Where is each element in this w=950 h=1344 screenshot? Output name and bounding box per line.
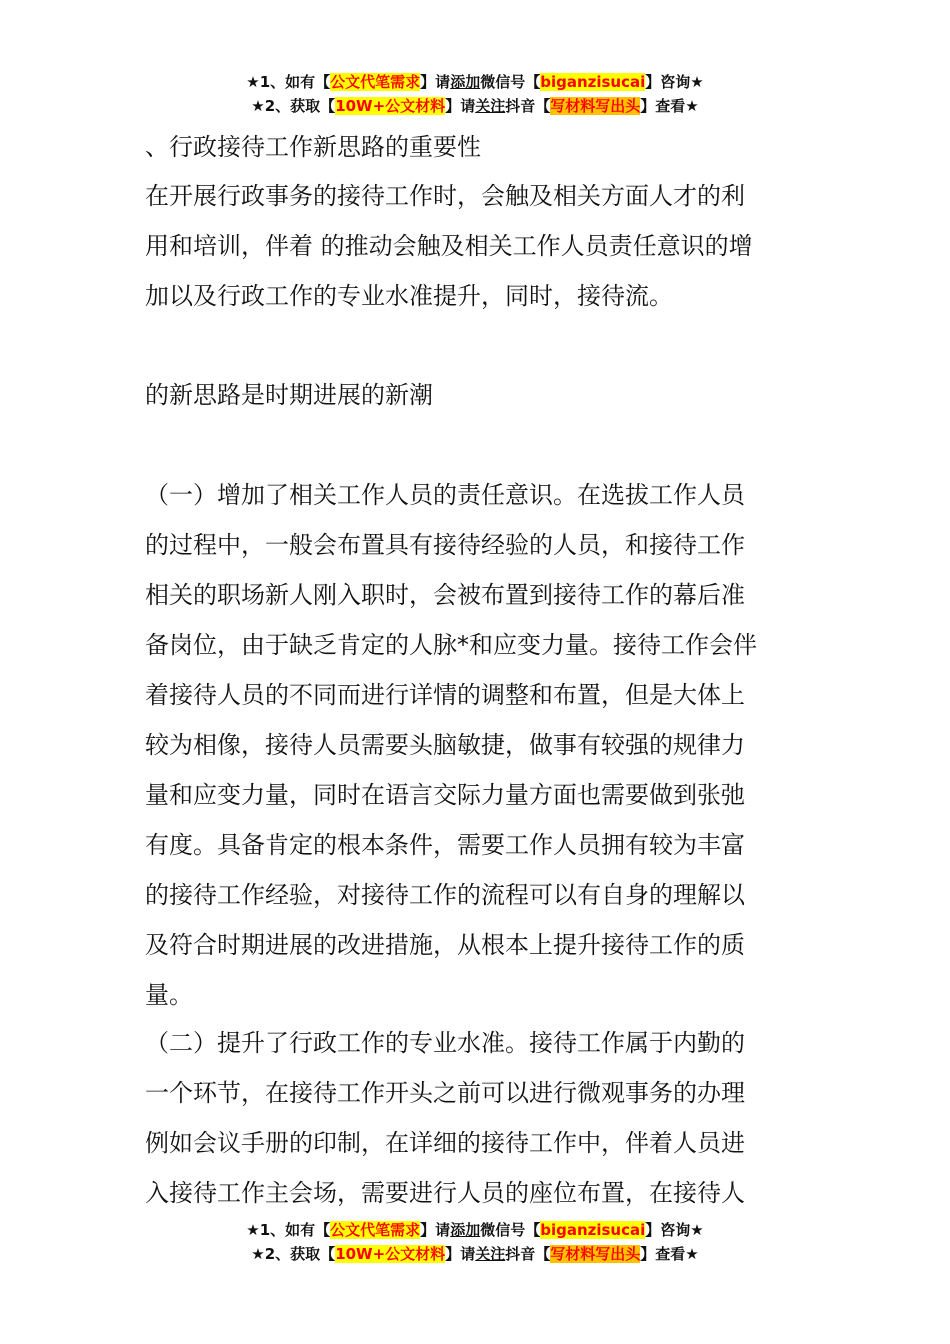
paragraph-2	[145, 370, 810, 420]
banner-text: 】请	[420, 73, 451, 91]
banner-text: 】咨询★	[645, 73, 704, 91]
banner-emphasis: 关注	[475, 1245, 506, 1263]
text-line: 的接待工作经验，对接待工作的流程可以有自身的理解以	[145, 881, 745, 909]
paragraph-3	[145, 470, 810, 1020]
heading-text: 、行政接待工作新思路的重要性	[145, 133, 481, 161]
footer-banner	[0, 1218, 950, 1266]
banner-emphasis: 添加	[450, 73, 481, 91]
banner-text: ★1、如有【	[246, 73, 331, 91]
banner-text: 】查看★	[640, 1245, 699, 1263]
banner-emphasis: 关注	[475, 97, 506, 115]
paragraph-1	[145, 171, 810, 321]
text-line: 较为相像，接待人员需要头脑敏捷，做事有较强的规律力	[145, 731, 745, 759]
banner-emphasis: 添加	[450, 1221, 481, 1239]
text-line: 例如会议手册的印制，在详细的接待工作中，伴着人员进	[145, 1129, 745, 1157]
text-line: 的新思路是时期进展的新潮	[145, 381, 433, 409]
banner-douyin-name: 写材料写出头	[550, 97, 641, 115]
banner-wechat-id: biganzisucai	[540, 73, 646, 91]
banner-highlight: 10W+公文材料	[335, 97, 446, 115]
banner-text: 】请	[420, 1221, 451, 1239]
text-line: 备岗位，由于缺乏肯定的人脉*和应变力量。接待工作会伴	[145, 631, 757, 659]
banner-highlight: 10W+公文材料	[335, 1245, 446, 1263]
banner-text: 微信号【	[480, 1221, 541, 1239]
banner-text: 抖音【	[505, 97, 551, 115]
banner-douyin-name: 写材料写出头	[550, 1245, 641, 1263]
text-line: （二）提升了行政工作的专业水准。接待工作属于内勤的	[145, 1029, 745, 1057]
text-line: （一）增加了相关工作人员的责任意识。在选拔工作人员	[145, 481, 745, 509]
banner-highlight: 公文代笔需求	[330, 1221, 421, 1239]
text-line: 在开展行政事务的接待工作时，会触及相关方面人才的利	[145, 182, 745, 210]
banner-text: ★2、获取【	[251, 97, 336, 115]
banner-text: 】请	[445, 1245, 476, 1263]
text-line: 一个环节，在接待工作开头之前可以进行微观事务的办理	[145, 1079, 745, 1107]
banner-text: 抖音【	[505, 1245, 551, 1263]
paragraph-4	[145, 1018, 810, 1218]
header-banner	[0, 70, 950, 118]
text-line: 有度。具备肯定的根本条件，需要工作人员拥有较为丰富	[145, 831, 745, 859]
banner-line-2	[0, 94, 950, 118]
banner-line-1	[0, 1218, 950, 1242]
text-line: 的过程中，一般会布置具有接待经验的人员，和接待工作	[145, 531, 745, 559]
banner-text: 】请	[445, 97, 476, 115]
banner-text: ★2、获取【	[251, 1245, 336, 1263]
banner-line-2	[0, 1242, 950, 1266]
text-line: 量和应变力量，同时在语言交际力量方面也需要做到张弛	[145, 781, 745, 809]
banner-text: 】咨询★	[645, 1221, 704, 1239]
text-line: 入接待工作主会场，需要进行人员的座位布置，在接待人	[145, 1179, 745, 1207]
banner-wechat-id: biganzisucai	[540, 1221, 646, 1239]
banner-text: 微信号【	[480, 73, 541, 91]
text-line: 及符合时期进展的改进措施，从根本上提升接待工作的质	[145, 931, 745, 959]
banner-text: 】查看★	[640, 97, 699, 115]
banner-line-1	[0, 70, 950, 94]
section-heading	[145, 122, 810, 172]
text-line: 加以及行政工作的专业水准提升，同时，接待流。	[145, 282, 673, 310]
banner-text: ★1、如有【	[246, 1221, 331, 1239]
banner-highlight: 公文代笔需求	[330, 73, 421, 91]
text-line: 着接待人员的不同而进行详情的调整和布置，但是大体上	[145, 681, 745, 709]
text-line: 相关的职场新人刚入职时，会被布置到接待工作的幕后准	[145, 581, 745, 609]
text-line: 量。	[145, 981, 193, 1009]
text-line: 用和培训，伴着 的推动会触及相关工作人员责任意识的增	[145, 232, 753, 260]
